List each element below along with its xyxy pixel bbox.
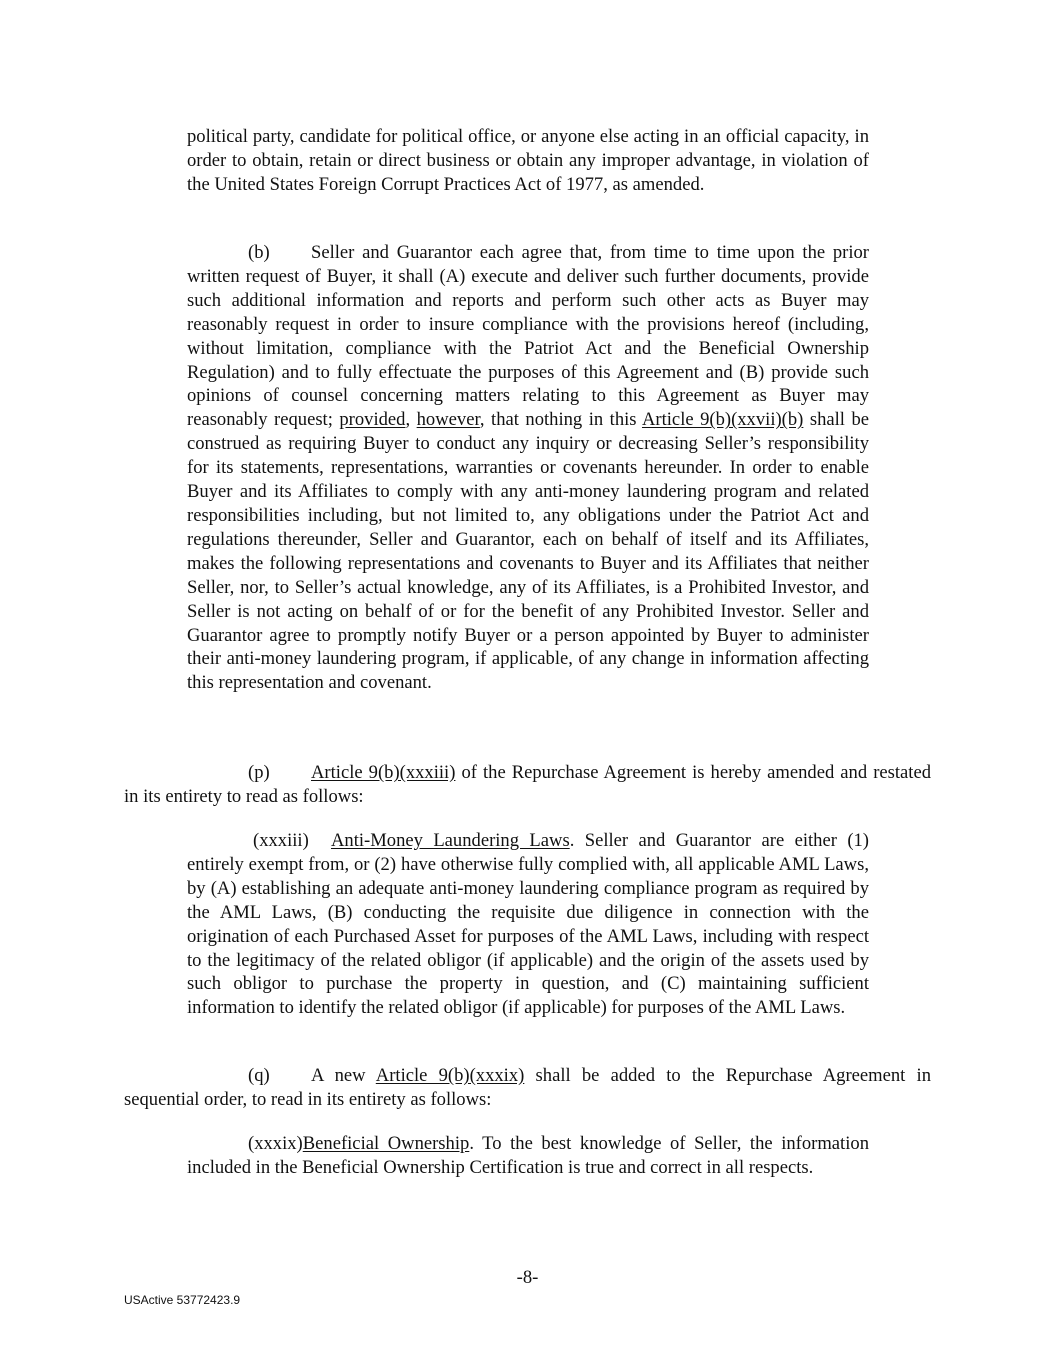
clause-q-paragraph — [124, 1064, 931, 1112]
section-xxxix-paragraph — [187, 1132, 869, 1180]
clause-label: (b) — [248, 242, 270, 263]
document-id-footer: USActive 53772423.9 — [124, 1293, 241, 1307]
clause-label: (q) — [248, 1065, 270, 1086]
text-segment: Seller and Guarantor each agree that, from time to time upon the prior written request of Buyer, it shall (A) execute and deliver such further documents, provide such additional information and reports and perform such other acts as Buyer may reasonably request in order to insure compliance with the provisions hereof (including, without limitation, compliance with the Patriot Act and the Beneficial Ownership Regulation) and to fully effectuate the purposes of this Agreement and (B) provide such opinions of counsel concerning matters relating to this Agreement as Buyer may reasonably request; — [187, 242, 869, 431]
clause-p-paragraph — [124, 761, 931, 809]
text-segment: shall be added to the Repurchase Agreement in sequential order, to read in its entirety as follows: — [124, 1065, 931, 1110]
section-label: (xxxiii) — [253, 830, 309, 851]
article-reference: Article 9(b)(xxxix) — [375, 1065, 525, 1086]
text-segment: of the Repurchase Agreement is hereby amended and restated in its entirety to read as follows: — [124, 762, 932, 807]
section-xxxiii-paragraph — [187, 829, 869, 1020]
page-number: -8- — [516, 1267, 539, 1288]
clause-p-text — [124, 761, 931, 809]
article-reference: Article 9(b)(xxxiii) — [311, 762, 456, 783]
section-heading: Anti-Money Laundering Laws — [331, 830, 570, 851]
clause-b-paragraph — [187, 241, 869, 695]
clause-label: (p) — [248, 762, 270, 783]
section-xxxiii-text — [187, 829, 869, 1020]
text-segment: , — [405, 409, 417, 431]
clause-b-text — [187, 241, 869, 695]
section-heading: Beneficial Ownership — [302, 1133, 470, 1154]
text-segment: shall be construed as requiring Buyer to conduct any inquiry or decreasing Seller’s responsibility for its statements, representations, warranties or covenants hereunder. In order to enable Buyer and its Affiliates to comply with any anti-money laundering program and related responsibilities including, but not limited to, any obligations under the Patriot Act and regulations thereunder, Seller and Guarantor, each on behalf of itself and its Affiliates, makes the following representations and covenants to Buyer and its Affiliates that neither Seller, nor, to Seller’s actual knowledge, any of its Affiliates, is a Prohibited Investor, and Seller is not acting on behalf of or for the benefit of any Prohibited Investor. Seller and Guarantor agree to promptly notify Buyer or a person appointed by Buyer to administer their anti-money laundering program, if applicable, of any change in information affecting this representation and covenant. — [187, 409, 869, 694]
text-segment: . Seller and Guarantor are either (1) entirely exempt from, or (2) have otherwise fully complied with, all applicable AML Laws, by (A) establishing an adequate anti-money laundering compliance program as required by the AML Laws, (B) conducting the requisite due diligence in connection with the origination of each Purchased Asset for purposes of the AML Laws, including with respect to the legitimacy of the related obligor (if applicable) and the origin of the assets used by such obligor to purchase the property in question, and (C) maintaining sufficient information to identify the related obligor (if applicable) for purposes of the AML Laws. — [187, 830, 870, 1019]
article-reference: Article 9(b)(xxvii)(b) — [641, 409, 804, 431]
provided-term: provided — [339, 409, 406, 431]
section-label: (xxxix) — [248, 1133, 303, 1154]
however-term: however — [416, 409, 480, 431]
paragraph-text: political party, candidate for political office, or anyone else acting in an official capacity, in order to obtain, retain or direct business or obtain any improper advantage, in violation of the United States Foreign Corrupt Practices Act of 1977, as amended. — [187, 126, 869, 195]
section-xxxix-text — [187, 1132, 869, 1180]
clause-q-text — [124, 1064, 931, 1112]
text-segment: A new — [311, 1065, 376, 1086]
text-segment: . To the best knowledge of Seller, the information included in the Beneficial Ownership Certification is true and correct in all respects. — [187, 1133, 869, 1178]
continuation-paragraph — [187, 125, 869, 197]
text-segment: , that nothing in this — [479, 409, 642, 431]
